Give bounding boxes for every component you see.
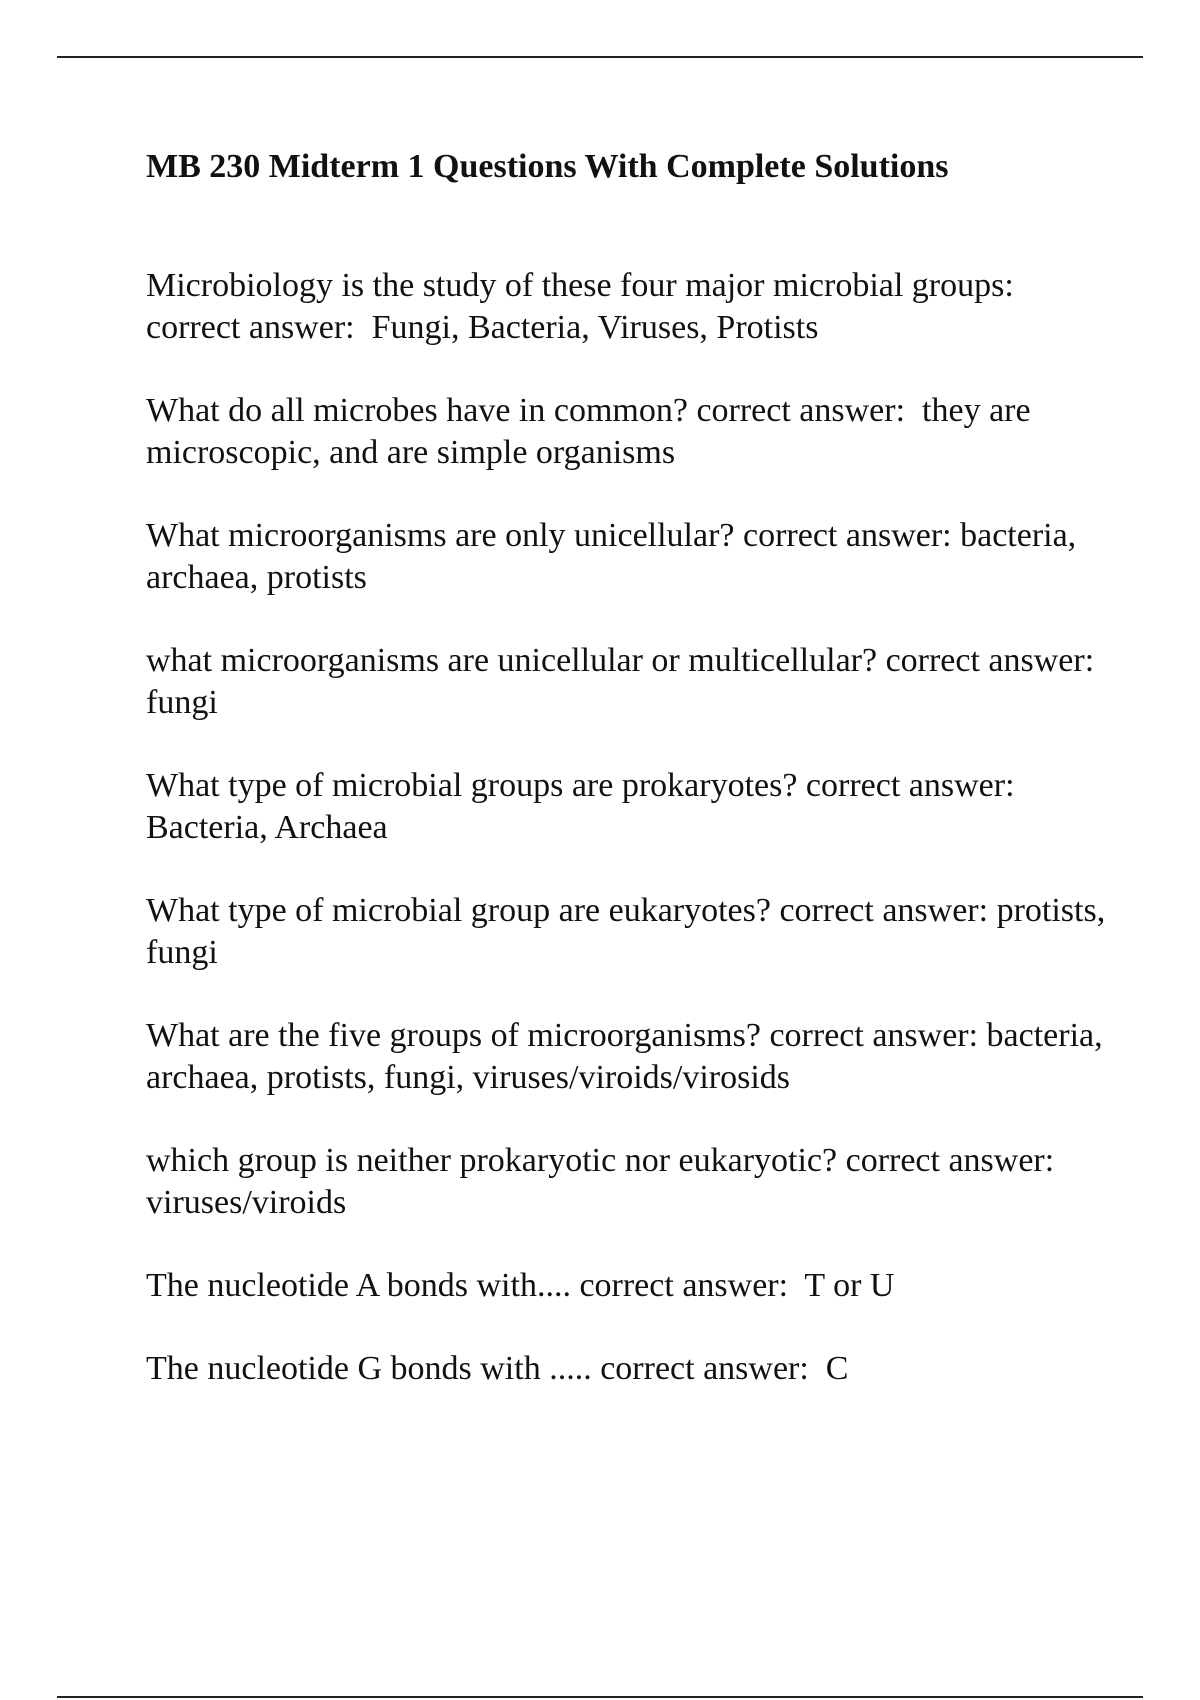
qa-item-5: What type of microbial groups are prokaryotes? correct answer: Bacteria, Archaea <box>146 767 1024 846</box>
qa-item-1: Microbiology is the study of these four major microbial groups: correct answer: Fungi, Bacteria, Viruses, Protists <box>146 267 1023 346</box>
qa-item-9: The nucleotide A bonds with.... correct answer: T or U <box>146 1267 895 1304</box>
bottom-rule <box>57 1696 1143 1698</box>
document-title: MB 230 Midterm 1 Questions With Complete Solutions <box>146 148 949 185</box>
top-rule <box>57 56 1143 58</box>
qa-item-7: What are the five groups of microorganisms? correct answer: bacteria, archaea, protists, fungi, viruses/viroids/virosids <box>146 1017 1112 1096</box>
qa-item-4: what microorganisms are unicellular or multicellular? correct answer: fungi <box>146 642 1112 721</box>
qa-item-8: which group is neither prokaryotic nor eukaryotic? correct answer: viruses/viroids <box>146 1142 1072 1221</box>
document-body <box>146 145 1114 1431</box>
qa-item-10: The nucleotide G bonds with ..... correct answer: C <box>146 1350 849 1387</box>
qa-item-3: What microorganisms are only unicellular? correct answer: bacteria, archaea, protists <box>146 517 1085 596</box>
qa-item-6: What type of microbial group are eukaryotes? correct answer: protists, fungi <box>146 892 1114 971</box>
qa-item-2: What do all microbes have in common? correct answer: they are microscopic, and are simple organisms <box>146 392 1040 471</box>
